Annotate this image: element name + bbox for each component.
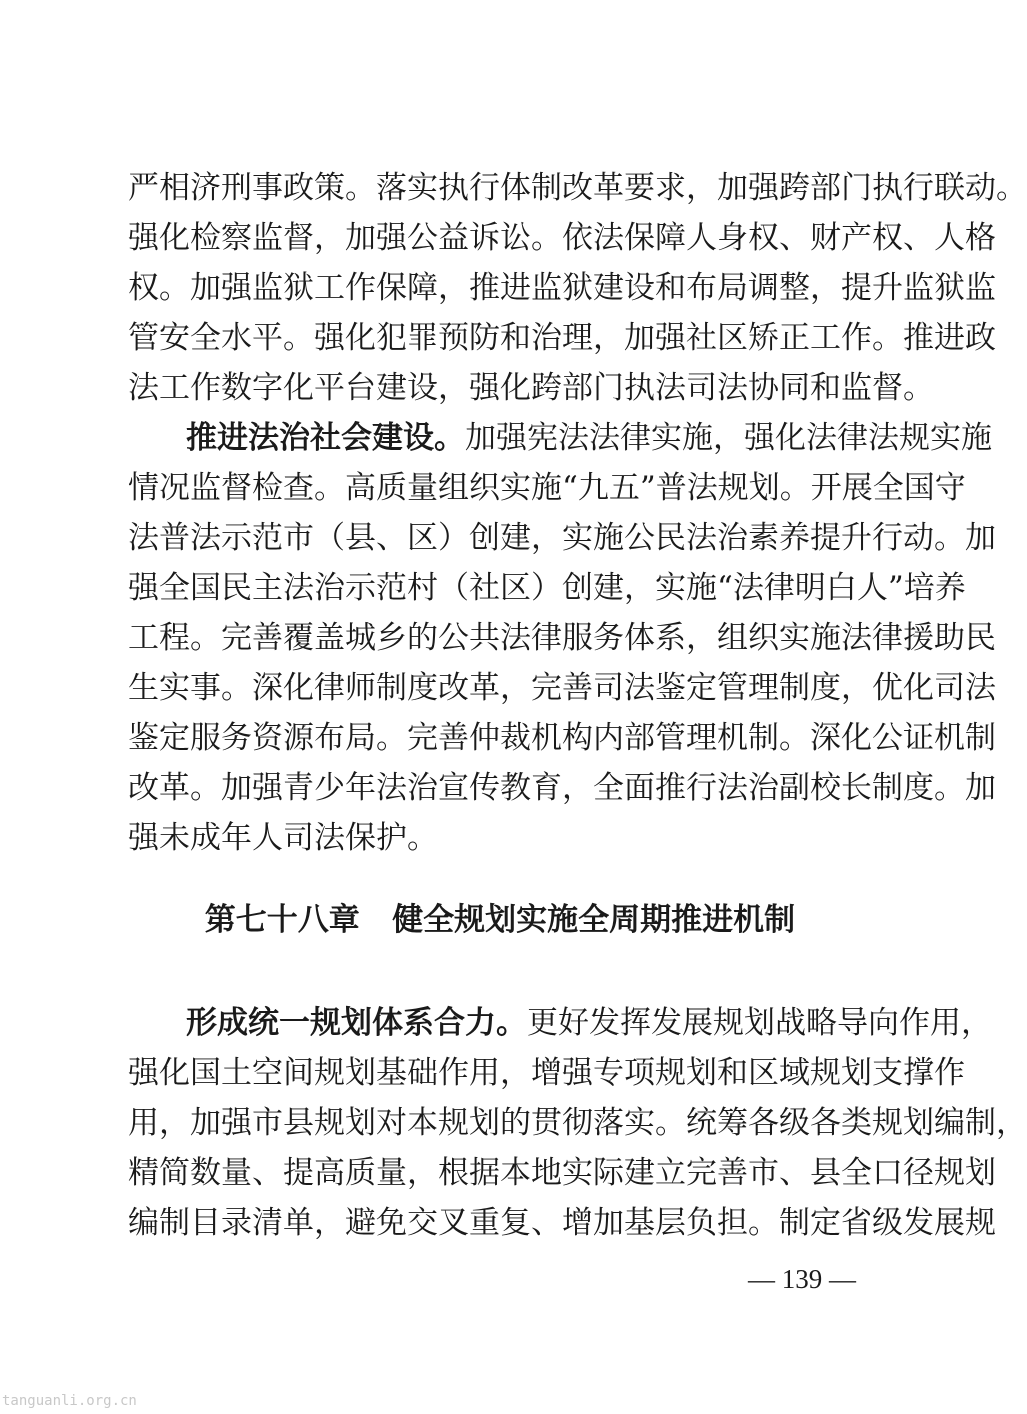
watermark-text: tanguanli.org.cn bbox=[2, 1393, 137, 1409]
paragraph-1-line-3: 权。加强监狱工作保障，推进监狱建设和布局调整，提升监狱监 bbox=[128, 270, 996, 306]
paragraph-2-line-7: 鉴定服务资源布局。完善仲裁机构内部管理机制。深化公证机制 bbox=[128, 720, 996, 756]
paragraph-2-first-line-text: 加强宪法法律实施，强化法律法规实施 bbox=[465, 420, 992, 456]
chapter-number: 第七十八章 bbox=[204, 902, 360, 938]
paragraph-2-heading: 推进法治社会建设。 bbox=[186, 420, 465, 456]
paragraph-1-line-5: 法工作数字化平台建设，强化跨部门执法司法协同和监督。 bbox=[128, 370, 934, 406]
paragraph-1-line-4: 管安全水平。强化犯罪预防和治理，加强社区矫正工作。推进政 bbox=[128, 320, 996, 356]
paragraph-3-first-line-text: 更好发挥发展规划战略导向作用， bbox=[527, 1005, 992, 1041]
paragraph-2-line-6: 生实事。深化律师制度改革，完善司法鉴定管理制度，优化司法 bbox=[128, 670, 996, 706]
paragraph-2-line-5: 工程。完善覆盖城乡的公共法律服务体系，组织实施法律援助民 bbox=[128, 620, 996, 656]
paragraph-2-line-8: 改革。加强青少年法治宣传教育，全面推行法治副校长制度。加 bbox=[128, 770, 996, 806]
chapter-title: 健全规划实施全周期推进机制 bbox=[392, 902, 796, 938]
page-number: — 139 — bbox=[748, 1264, 856, 1294]
paragraph-2-line-3: 法普法示范市（县、区）创建，实施公民法治素养提升行动。加 bbox=[128, 520, 996, 556]
paragraph-3-line-1 bbox=[186, 1003, 992, 1043]
paragraph-1-line-1: 严相济刑事政策。落实执行体制改革要求，加强跨部门执行联动。 bbox=[128, 170, 1027, 206]
paragraph-2-line-1 bbox=[186, 418, 992, 458]
paragraph-3-heading: 形成统一规划体系合力。 bbox=[186, 1005, 527, 1041]
paragraph-3-line-3: 用，加强市县规划对本规划的贯彻落实。统筹各级各类规划编制， bbox=[128, 1105, 1027, 1141]
paragraph-2-line-4: 强全国民主法治示范村（社区）创建，实施“法律明白人”培养 bbox=[128, 570, 966, 606]
paragraph-3-line-5: 编制目录清单，避免交叉重复、增加基层负担。制定省级发展规 bbox=[128, 1205, 996, 1241]
paragraph-2-line-2: 情况监督检查。高质量组织实施“九五”普法规划。开展全国守 bbox=[128, 470, 966, 506]
paragraph-3-line-2: 强化国土空间规划基础作用，增强专项规划和区域规划支撑作 bbox=[128, 1055, 965, 1091]
paragraph-3-line-4: 精简数量、提高质量，根据本地实际建立完善市、县全口径规划 bbox=[128, 1155, 996, 1191]
paragraph-1-line-2: 强化检察监督，加强公益诉讼。依法保障人身权、财产权、人格 bbox=[128, 220, 996, 256]
chapter-heading bbox=[0, 898, 1000, 942]
paragraph-2-line-9: 强未成年人司法保护。 bbox=[128, 820, 438, 856]
